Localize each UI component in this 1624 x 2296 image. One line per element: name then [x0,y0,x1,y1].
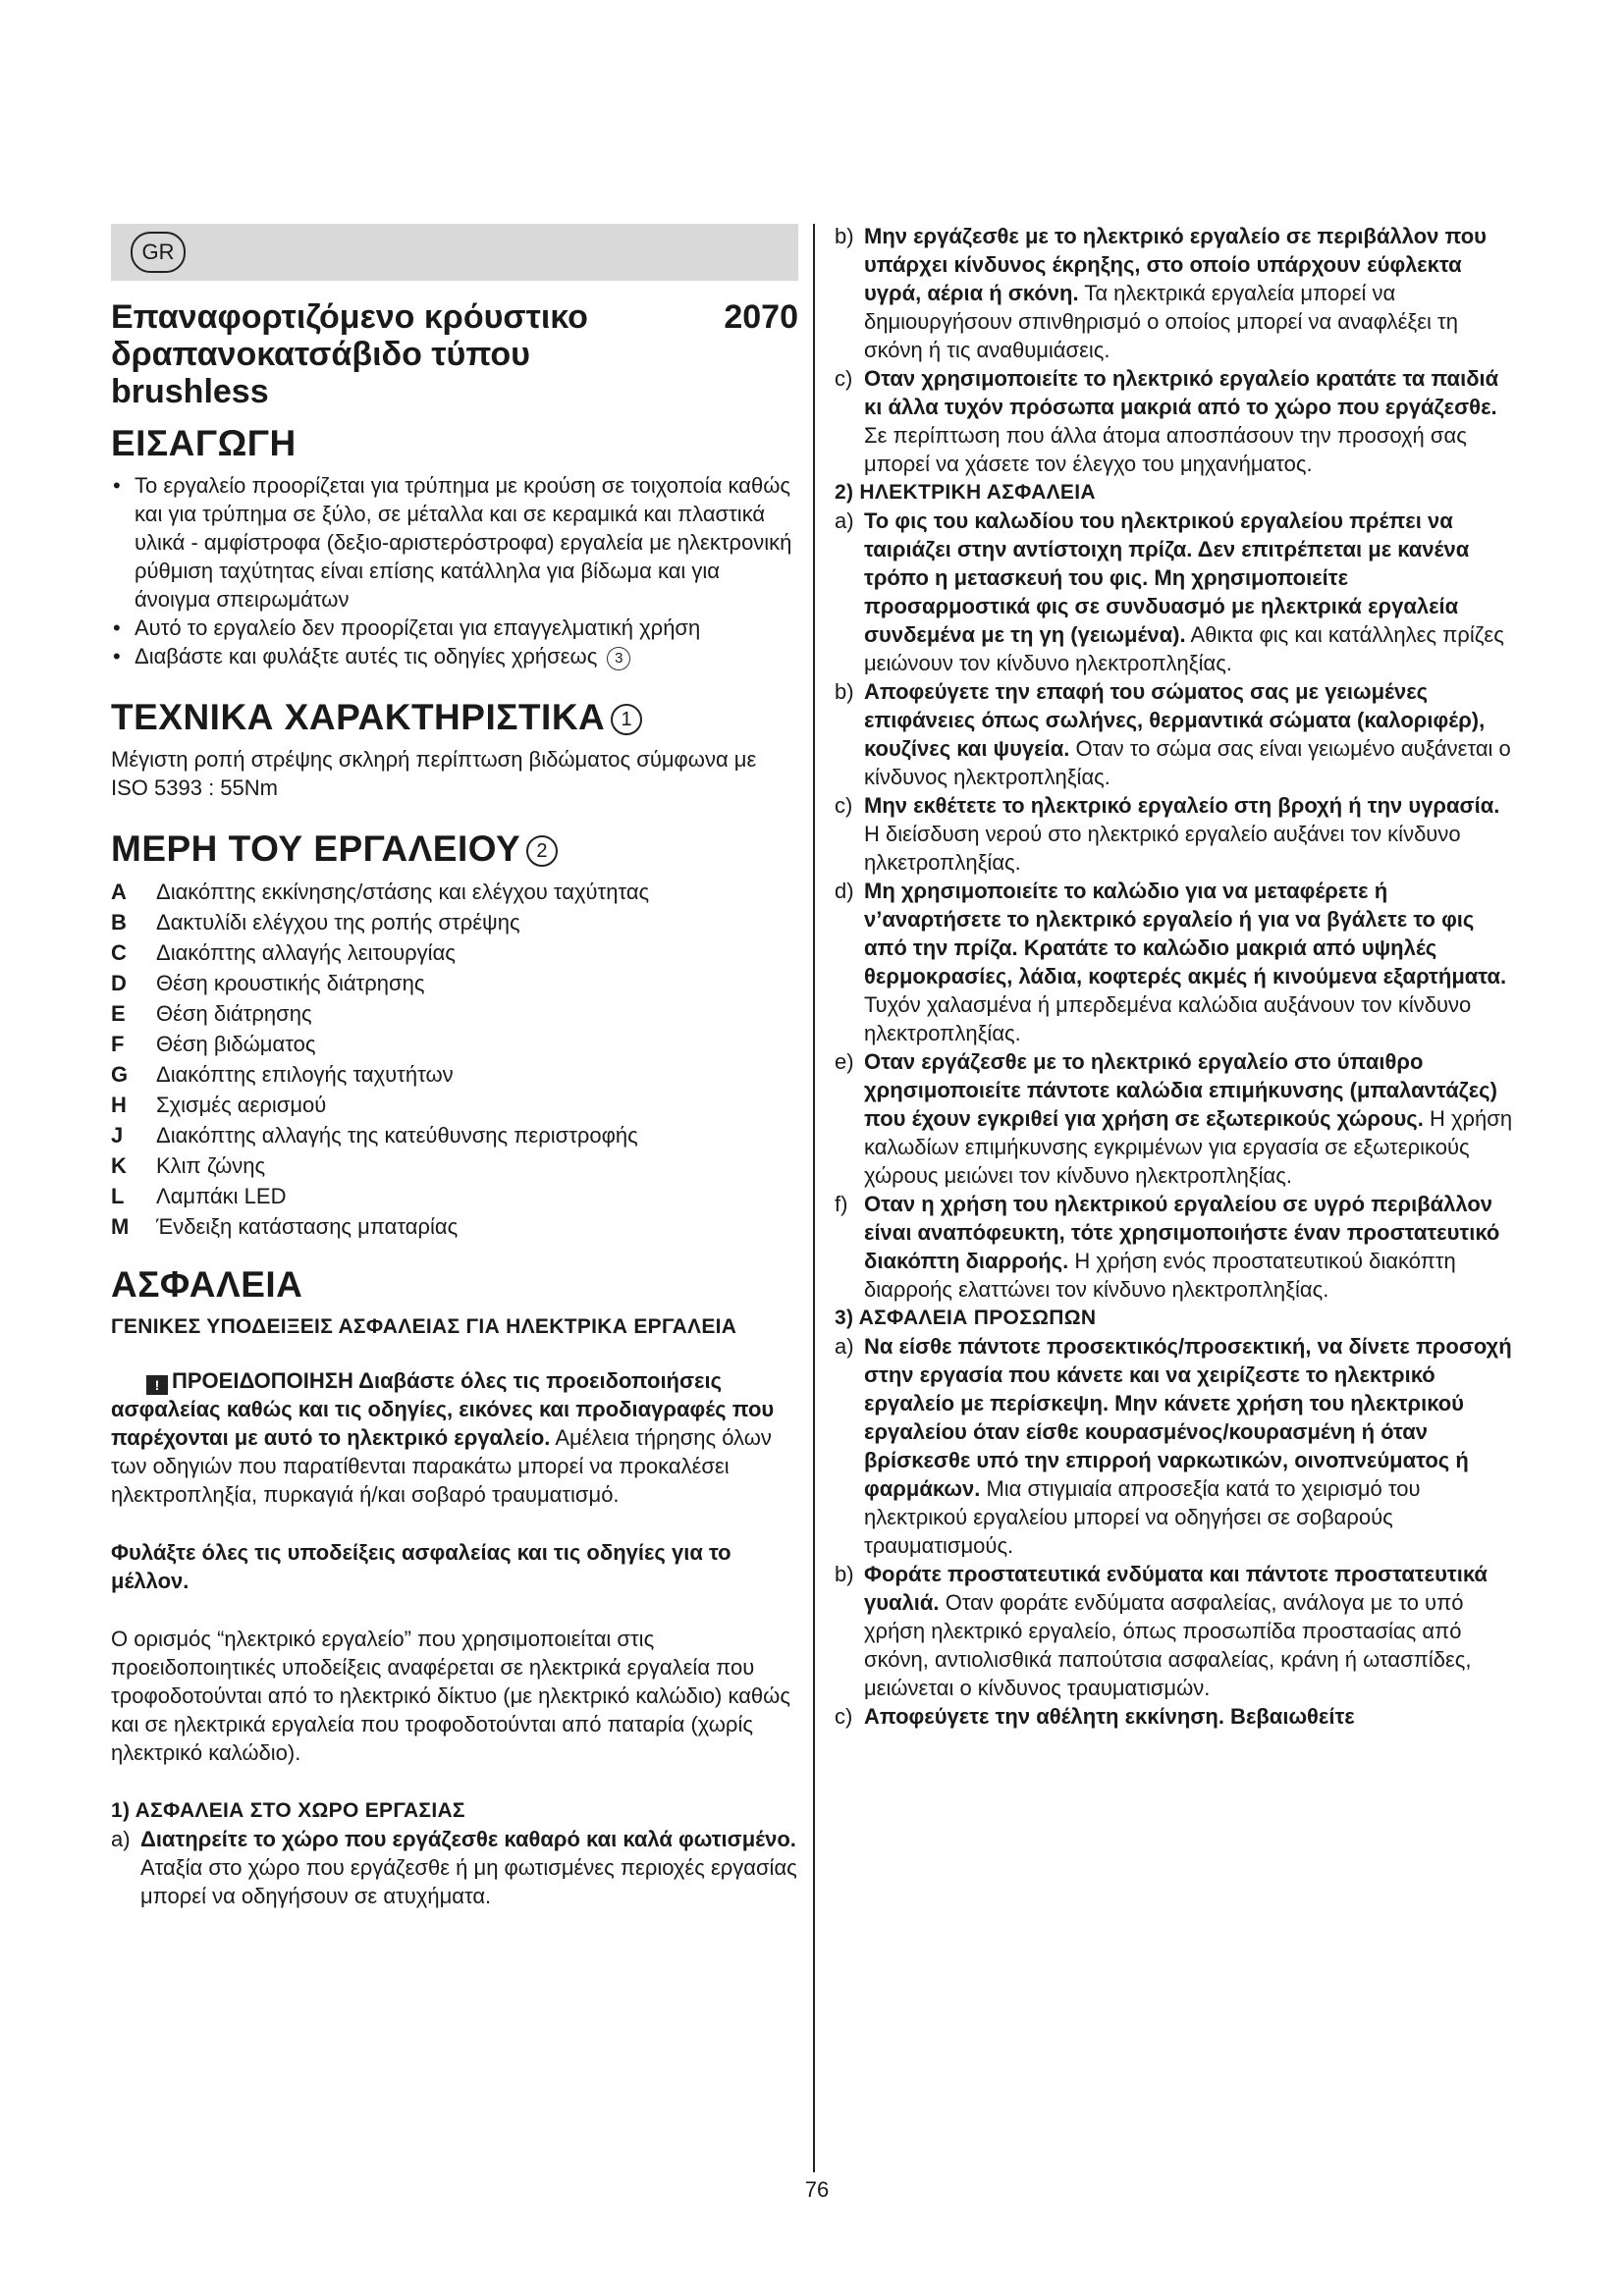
part-row [111,998,798,1029]
part-row [111,968,798,998]
specs-heading-text: ΤΕΧΝΙΚΑ ΧΑΡΑΚΤΗΡΙΣΤΙΚΑ [111,697,606,737]
part-text: Δακτυλίδι ελέγχου της ροπής στρέψης [156,910,520,934]
electrical-item-d [835,877,1517,1047]
item-letter: b) [835,1562,854,1586]
item-letter: c) [835,1704,853,1729]
item-body [864,877,1517,1047]
item-body [864,791,1517,877]
part-row [111,1181,798,1211]
electrical-item-c [835,791,1517,877]
part-row [111,1150,798,1181]
language-badge: GR [131,232,186,273]
part-letter: C [111,940,127,965]
part-row [111,907,798,937]
work-area-item-a [111,1825,798,1910]
item-bold: Φοράτε προστατευτικά ενδύματα και πάντοτε προστατευτικά γυαλιά. [864,1562,1488,1615]
parts-heading [111,828,798,871]
title-row [111,298,798,410]
item-body [140,1825,798,1910]
warning-bold: ΠΡΟΕΙΔΟΠΟΙΗΣΗ Διαβάστε όλες τις προειδοποιήσεις ασφαλείας καθώς και τις οδηγίες, εικόνες και προδιαγραφές που παρέχονται με αυτό το ηλεκτρικό εργαλείο. [111,1368,775,1450]
item-body [864,1560,1517,1702]
part-text: Σχισμές αερισμού [156,1093,327,1117]
item-letter: a) [835,1334,854,1359]
part-text: Διακόπτης αλλαγής της κατεύθυνσης περιστροφής [156,1123,638,1148]
work-area-heading: 1) ΑΣΦΑΛΕΙΑ ΣΤΟ ΧΩΡΟ ΕΡΓΑΣΙΑΣ [111,1799,465,1822]
work-area-item-b [835,222,1517,364]
item-bold: Οταν χρησιμοποιείτε το ηλεκτρικό εργαλείο κρατάτε τα παιδιά κι άλλα τυχόν πρόσωπα μακριά από το χώρο που εργάζεσθε. [864,366,1499,419]
item-letter: c) [835,793,853,818]
item-text: Μια στιγμιαία απροσεξία κατά το χειρισμό του ηλεκτρικού εργαλείου μπορεί να οδηγήσει σε σοβαρούς τραυματισμούς. [864,1476,1421,1558]
item-body [864,1332,1517,1560]
item-text: Η χρήση καλωδίων επιμήκυνσης εγκριμένων για εργασία σε εξωτερικούς χώρους μειώνει τον κίνδυνο ηλεκτροπληξίας. [864,1106,1513,1188]
figure-ref-2: 2 [526,835,558,867]
item-text: Η χρήση ενός προστατευτικού διακόπτη διαρροής ελαττώνει τον κίνδυνο ηλεκτροπληξίας. [864,1249,1456,1302]
item-bold: Μη χρησιμοποιείτε το καλώδιο για να μεταφέρετε ή ν’αναρτήσετε το ηλεκτρικό εργαλείο ή για να βγάλετε το φις από την πρίζα. Κρατάτε το καλώδιο μακριά από υψηλές θερμοκρασίες, λάδια, κοφτερές ακμές ή κινούμενα εξαρτήματα. [864,879,1507,988]
item-text: Σε περίπτωση που άλλα άτομα αποσπάσουν την προσοχή σας μπορεί να χάσετε τον έλεγχο του μηχανήματος. [864,423,1467,476]
part-row [111,1029,798,1059]
column-divider [813,224,815,2172]
left-column [111,224,798,1910]
figure-ref-3: 3 [607,647,630,670]
part-letter: L [111,1184,125,1208]
part-letter: G [111,1062,129,1087]
part-row [111,937,798,968]
intro-bullet: • Αυτό το εργαλείο δεν προορίζεται για επαγγελματική χρήση [111,614,798,642]
safety-heading: ΑΣΦΑΛΕΙΑ [111,1264,303,1305]
part-row [111,1059,798,1090]
item-bold: Μην εκθέτετε το ηλεκτρικό εργαλείο στη βροχή ή την υγρασία. [864,793,1500,818]
item-body [864,507,1517,677]
item-bold: Αποφεύγετε την επαφή του σώματος σας με γειωμένες επιφάνειες όπως σωλήνες, θερμαντικά σώματα (καλοριφέρ), κουζίνες και ψυγεία. [864,679,1486,761]
parts-list [111,877,798,1242]
item-body [864,1047,1517,1190]
intro-heading: ΕΙΣΑΓΩΓΗ [111,423,297,463]
part-text: Θέση βιδώματος [156,1032,316,1056]
item-body [864,1702,1517,1731]
electrical-item-a [835,507,1517,677]
item-bold: Το φις του καλωδίου του ηλεκτρικού εργαλείου πρέπει να ταιριάζει στην αντίστοιχη πρίζα. Δεν επιτρέπεται με κανένα τρόπο η μετασκευή του φις. Μη χρησιμοποιείτε προσαρμοστικά φις σε συνδυασμό με ηλεκτρικά εργαλεία συνδεμένα με τη γη (γειωμένα). [864,508,1470,647]
part-letter: J [111,1123,124,1148]
intro-bullet-text: Διαβάστε και φυλάξτε αυτές τις οδηγίες χρήσεως [135,644,598,668]
part-row [111,1120,798,1150]
item-letter: d) [835,879,854,903]
electrical-item-f [835,1190,1517,1304]
item-letter: e) [835,1049,854,1074]
item-bold: Διατηρείτε το χώρο που εργάζεσθε καθαρό και καλά φωτισμένο. [140,1827,796,1851]
part-text: Θέση κρουστικής διάτρησης [156,971,425,995]
item-letter: a) [835,508,854,533]
part-letter: F [111,1032,125,1056]
item-letter: b) [835,679,854,704]
part-letter: H [111,1093,127,1117]
general-safety-heading: ΓΕΝΙΚΕΣ ΥΠΟΔΕΙΞΕΙΣ ΑΣΦΑΛΕΙΑΣ ΓΙΑ ΗΛΕΚΤΡΙΚΑ ΕΡΓΑΛΕΙΑ [111,1315,737,1338]
part-letter: A [111,880,127,904]
warning-paragraph [111,1366,798,1509]
part-letter: D [111,971,127,995]
item-bold: Αποφεύγετε την αθέλητη εκκίνηση. Βεβαιωθείτε [864,1704,1355,1729]
right-column [835,222,1517,1731]
item-text: Τυχόν χαλασμένα ή μπερδεμένα καλώδια αυξάνουν τον κίνδυνο ηλεκτροπληξίας. [864,992,1472,1045]
item-letter: b) [835,224,854,248]
item-letter: a) [111,1827,131,1851]
parts-heading-text: ΜΕΡΗ ΤΟΥ ΕΡΓΑΛΕΙΟΥ [111,828,521,869]
part-letter: K [111,1153,127,1178]
intro-bullet [111,642,798,670]
electrical-item-e [835,1047,1517,1190]
personal-item-c [835,1702,1517,1731]
personal-item-a [835,1332,1517,1560]
item-body [864,1190,1517,1304]
part-row [111,877,798,907]
intro-list [111,471,798,670]
language-bar [111,224,798,281]
part-letter: M [111,1214,130,1239]
page-number: 76 [804,2177,830,2202]
item-body [864,364,1517,478]
keep-instructions: Φυλάξτε όλες τις υποδείξεις ασφαλείας και τις οδηγίες για το μέλλον. [111,1540,731,1593]
part-text: Διακόπτης αλλαγής λειτουργίας [156,940,456,965]
part-letter: B [111,910,127,934]
part-text: Θέση διάτρησης [156,1001,312,1026]
part-text: Διακόπτης εκκίνησης/στάσης και ελέγχου ταχύτητας [156,880,650,904]
specs-text: Μέγιστη ροπή στρέψης σκληρή περίπτωση βιδώματος σύμφωνα με ISO 5393 : 55Nm [111,747,757,800]
item-bold: Οταν εργάζεσθε με το ηλεκτρικό εργαλείο στο ύπαιθρο χρησιμοποιείτε πάντοτε καλώδια επιμήκυνσης (μπαλαντάζες) που έχουν εγκριθεί για χρήση σε εξωτερικούς χώρους. [864,1049,1497,1131]
page-title: Επαναφορτιζόμενο κρόυστικο δραπανοκατσάβιδο τύπου brushless [111,298,588,410]
item-letter: f) [835,1192,848,1216]
part-text: Διακόπτης επιλογής ταχυτήτων [156,1062,454,1087]
item-body [864,677,1517,791]
item-text: Η διείσδυση νερού στο ηλεκτρικό εργαλείο αυξάνει τον κίνδυνο ηλκετροπληξίας. [864,822,1461,875]
warning-text: Αμέλεια τήρησης όλων των οδηγιών που παρατίθενται παρακάτω μπορεί να προκαλέσει ηλεκτροπληξία, πυρκαγιά ή/και σοβαρό τραυματισμό. [111,1425,772,1507]
item-letter: c) [835,366,853,391]
item-text: Οταν το σώμα σας είναι γειωμένο αυξάνεται ο κίνδυνος ηλεκτροπληξίας. [864,736,1511,789]
part-row [111,1211,798,1242]
item-bold: Οταν η χρήση του ηλεκτρικού εργαλείου σε υγρό περιβάλλον είναι αναπόφευκτη, τότε χρησιμοποιήστε έναν προστατευτικό διακόπτη διαρροής. [864,1192,1500,1273]
item-text: Αθικτα φις και κατάλληλες πρίζες μειώνουν τον κίνδυνο ηλεκτροπληξίας. [864,622,1504,675]
item-text: Τα ηλεκτρικά εργαλεία μπορεί να δημιουργήσουν σπινθηρισμό ο οποίος μπορεί να αναφλέξει τη σκόνη ή τις αναθυμιάσεις. [864,281,1458,362]
electrical-item-b [835,677,1517,791]
part-text: Ένδειξη κατάστασης μπαταρίας [156,1214,459,1239]
item-bold: Μην εργάζεσθε με το ηλεκτρικό εργαλείο σε περιβάλλον που υπάρχει κίνδυνος έκρηξης, στο οποίο υπάρχουν εύφλεκτα υγρά, αέρια ή σκόνη. [864,224,1487,305]
part-letter: E [111,1001,126,1026]
item-bold: Να είσθε πάντοτε προσεκτικός/προσεκτική, να δίνετε προσοχή στην εργασία που κάνετε και να χειρίζεστε το ηλεκτρικό εργαλείο με περίσκεψη. Μην κάνετε χρήση του ηλεκτρικού εργαλείου όταν είσθε κουρασμένος/κουρασμένη ή όταν βρίσκεσθε υπό την επιρροή ναρκωτικών, οινοπνεύματος ή φαρμάκων. [864,1334,1512,1501]
definition-text: Ο ορισμός “ηλεκτρικό εργαλείο” που χρησιμοποιείται στις προειδοποιητικές υποδείξεις αναφέρεται σε ηλεκτρικά εργαλεία που τροφοδοτούνται από το ηλεκτρικό δίκτυο (με ηλεκτρικό καλώδιο) καθώς και σε ηλεκτρικά εργαλεία που τροφοδοτούνται από παταρία (χωρίς ηλεκτρικό καλώδιο). [111,1627,790,1765]
model-number: 2070 [724,298,798,336]
part-row [111,1090,798,1120]
personal-item-b [835,1560,1517,1702]
intro-bullet: • Το εργαλείο προορίζεται για τρύπημα με κρούση σε τοιχοποία καθώς και για τρύπημα σε ξύλο, σε μέταλλα και σε κεραμικά και πλαστικά υλικά - αμφίστροφα (δεξιο-αριστερόστροφα) εργαλεία με ηλεκτρονική ρύθμιση ταχύτητας είναι επίσης κατάλληλα για βίδωμα και για άνοιγμα σπειρωμάτων [111,471,798,614]
work-area-item-c [835,364,1517,478]
figure-ref-1: 1 [611,704,642,735]
warning-icon: ! [146,1375,168,1395]
personal-heading: 3) ΑΣΦΑΛΕΙΑ ΠΡΟΣΩΠΩΝ [835,1307,1097,1329]
electrical-heading: 2) ΗΛΕΚΤΡΙΚΗ ΑΣΦΑΛΕΙΑ [835,481,1096,504]
specs-heading [111,696,798,739]
item-body [864,222,1517,364]
item-text: Αταξία στο χώρο που εργάζεσθε ή μη φωτισμένες περιοχές εργασίας μπορεί να οδηγήσουν σε ατυχήματα. [140,1855,797,1908]
part-text: Κλιπ ζώνης [156,1153,266,1178]
item-text: Οταν φοράτε ενδύματα ασφαλείας, ανάλογα με το υπό χρήση ηλεκτρικό εργαλείο, όπως προσωπίδα προστασίας από σκόνη, αντιολισθικά παπούτσια ασφαλείας, κράνη ή ωτασπίδες, μειώνεται ο κίνδυνος τραυματισμών. [864,1590,1472,1700]
part-text: Λαμπάκι LED [156,1184,287,1208]
